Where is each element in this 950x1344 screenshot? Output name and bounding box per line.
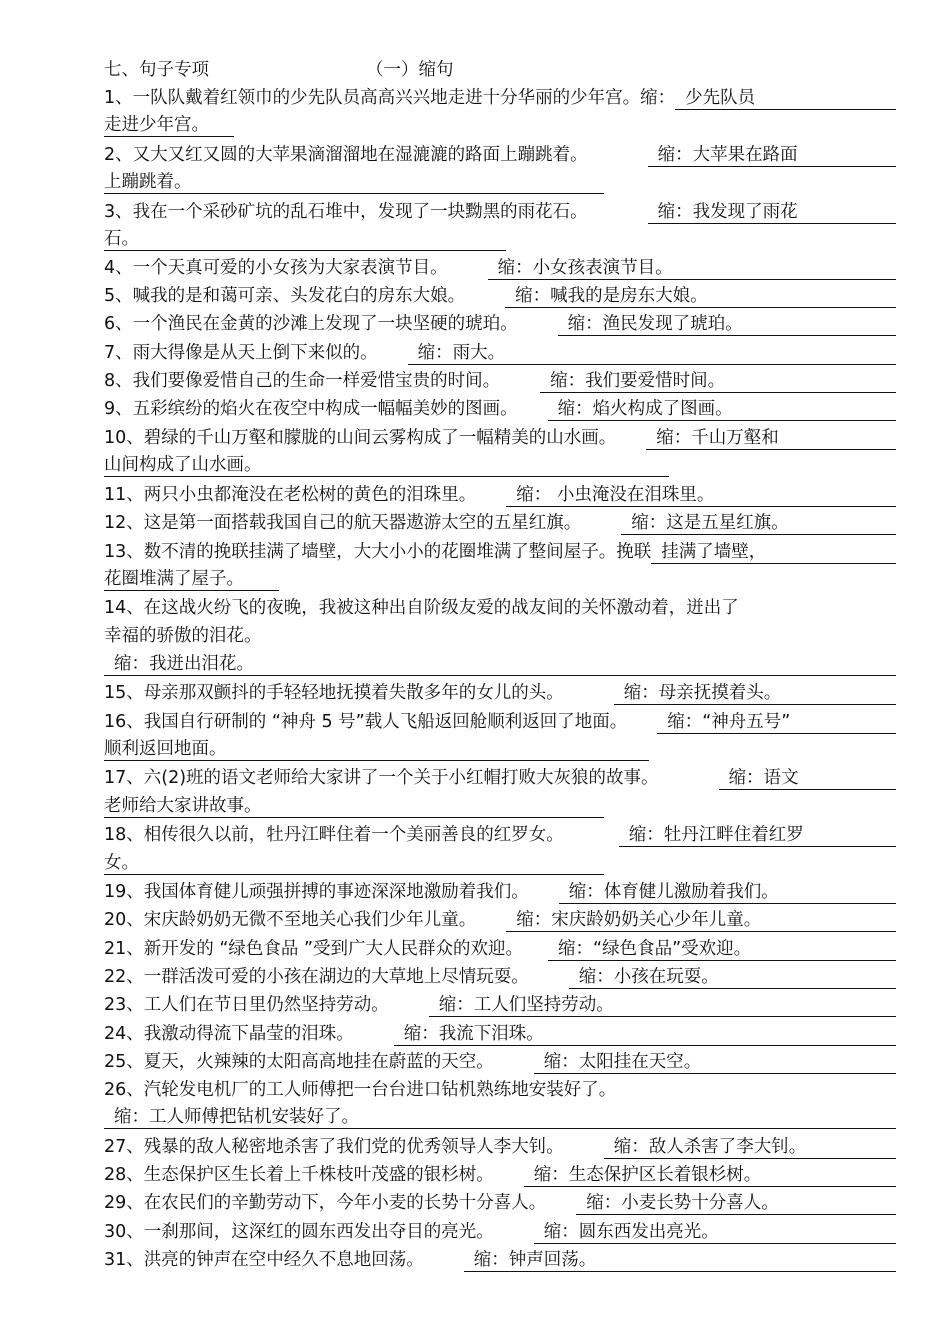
answer-blank: 走进少年宫。 (104, 114, 234, 137)
sentence-line (104, 736, 904, 764)
answer-blank: 缩：我发现了雨花 (648, 201, 896, 224)
answer-blank: 缩：我迸出泪花。 (104, 653, 896, 676)
sentence-text: 19、我国体育健儿顽强拼搏的事迹深深地激励着我们。 (104, 882, 529, 902)
sentence-text: 13、数不清的挽联挂满了墙壁，大大小小的花圈堆满了整间屋子。挽联 (104, 542, 652, 562)
sentence-line (104, 850, 904, 878)
answer-blank: 缩：焰火构成了图画。 (548, 398, 896, 421)
sentence-text: 20、宋庆龄奶奶无微不至地关心我们少年儿童。 (104, 910, 477, 930)
sentence-text: 14、在这战火纷飞的夜晚，我被这种出自阶级友爱的战友间的关怀激动着，迸出了 (104, 598, 739, 618)
sentence-text: 26、汽轮发电机厂的工人师傅把一台台进口钻机熟练地安装好了。 (104, 1080, 617, 1100)
answer-blank: 缩：太阳挂在天空。 (534, 1051, 896, 1074)
sentence-line (104, 622, 904, 650)
answer-blank: 缩： 小虫淹没在泪珠里。 (506, 484, 896, 507)
answer-blank: 缩：母亲抚摸着头。 (614, 682, 896, 705)
sentence-text: 27、残暴的敌人秘密地杀害了我们党的优秀领导人李大钊。 (104, 1137, 564, 1157)
answer-blank: 少先队员 (675, 87, 896, 110)
sentence-text: 4、一个天真可爱的小女孩为大家表演节目。 (104, 258, 448, 278)
sentence-text: 21、新开发的 “绿色食品 ”受到广大人民群众的欢迎。 (104, 939, 524, 959)
sentence-text: 幸福的骄傲的泪花。 (104, 626, 262, 646)
answer-blank: 上蹦跳着。 (104, 171, 604, 194)
sentence-text: 18、相传很久以前，牡丹江畔住着一个美丽善良的红罗女。 (104, 825, 564, 845)
sentence-line (104, 935, 904, 963)
answer-blank: 女。 (104, 852, 604, 875)
sentence-text: 30、一刹那间，这深红的圆东西发出夺目的亮光。 (104, 1222, 494, 1242)
sentence-line (104, 1246, 904, 1274)
answer-blank: 顺利返回地面。 (104, 738, 649, 761)
answer-blank: 缩：喊我的是房东大娘。 (505, 285, 896, 308)
sentence-line (104, 141, 904, 169)
answer-blank: 缩：小孩在玩耍。 (569, 966, 896, 989)
sentence-line (104, 1161, 904, 1189)
sentence-text: 9、五彩缤纷的焰火在夜空中构成一幅幅美妙的图画。 (104, 399, 518, 419)
sentence-line (104, 1133, 904, 1161)
sentence-line (104, 1048, 904, 1076)
answer-blank: 花圈堆满了屋子。 (104, 568, 279, 591)
section-heading: 七、句子专项 (104, 60, 209, 80)
sentence-line (104, 509, 904, 537)
answer-blank: 缩：我们要爱惜时间。 (540, 370, 896, 393)
answer-blank: 缩：钟声回荡。 (464, 1249, 896, 1272)
sentence-line (104, 1218, 904, 1246)
sentence-text: 16、我国自行研制的 “神舟 5 号”载人飞船返回舱顺利返回了地面。 (104, 712, 628, 732)
sentence-line (104, 169, 904, 197)
answer-blank: 缩：小麦长势十分喜人。 (576, 1192, 896, 1215)
sentence-line (104, 651, 904, 679)
sentence-text: 15、母亲那双颤抖的手轻轻地抚摸着失散多年的女儿的头。 (104, 683, 564, 703)
answer-blank: 缩：语文 (719, 767, 896, 790)
sentence-line (104, 821, 904, 849)
sentence-text: 28、生态保护区生长着上千株枝叶茂盛的银杉树。 (104, 1165, 494, 1185)
answer-blank: 缩：小女孩表演节目。 (488, 257, 896, 280)
sentence-line (104, 906, 904, 934)
answer-blank: 缩：体育健儿激励着我们。 (559, 881, 896, 904)
sentence-text: 24、我激动得流下晶莹的泪珠。 (104, 1024, 354, 1044)
sentence-line (104, 538, 904, 566)
sentence-line (104, 282, 904, 310)
sentence-line (104, 481, 904, 509)
answer-blank: 石。 (104, 228, 506, 251)
sentence-line (104, 1020, 904, 1048)
answer-blank: 缩：生态保护区长着银杉树。 (524, 1164, 896, 1187)
subsection-heading: （一）缩句 (366, 60, 454, 80)
sentence-text: 22、一群活泼可爱的小孩在湖边的大草地上尽情玩耍。 (104, 967, 529, 987)
sentence-line (104, 679, 904, 707)
sentence-text: 8、我们要像爱惜自己的生命一样爱惜宝贵的时间。 (104, 371, 501, 391)
sentence-line (104, 112, 904, 140)
sentence-line (104, 367, 904, 395)
sentence-line (104, 254, 904, 282)
sentence-text: 10、碧绿的千山万壑和朦胧的山间云雾构成了一幅精美的山水画。 (104, 428, 617, 448)
sentence-line (104, 310, 904, 338)
answer-blank: 缩：这是五星红旗。 (621, 512, 896, 535)
answer-blank: 缩：渔民发现了琥珀。 (558, 313, 896, 336)
sentence-line (104, 708, 904, 736)
sentence-line (104, 198, 904, 226)
answer-blank: 缩：敌人杀害了李大钊。 (604, 1136, 896, 1159)
sentence-line (104, 1189, 904, 1217)
sentence-text: 11、两只小虫都淹没在老松树的黄色的泪珠里。 (104, 485, 477, 505)
answer-blank: 缩：宋庆龄奶奶关心少年儿童。 (506, 909, 896, 932)
answer-blank: 缩：圆东西发出亮光。 (534, 1221, 896, 1244)
answer-blank: 缩：工人师傅把钻机安装好了。 (104, 1106, 896, 1129)
sentence-line (104, 1076, 904, 1104)
sentence-text: 3、我在一个采砂矿坑的乱石堆中，发现了一块黝黑的雨花石。 (104, 202, 588, 222)
answer-blank: 缩：“绿色食品”受欢迎。 (548, 938, 896, 961)
answer-blank: 挂满了墙壁， (651, 541, 896, 564)
sentence-line (104, 764, 904, 792)
sentence-line (104, 339, 904, 367)
sentence-text: 25、夏天，火辣辣的太阳高高地挂在蔚蓝的天空。 (104, 1052, 494, 1072)
sentence-line (104, 566, 904, 594)
sentence-line (104, 793, 904, 821)
sentence-text: 29、在农民们的辛勤劳动下，今年小麦的长势十分喜人。 (104, 1193, 547, 1213)
sentence-text: 6、一个渔民在金黄的沙滩上发现了一块坚硬的琥珀。 (104, 314, 518, 334)
sentence-line (104, 452, 904, 480)
sentence-text: 31、洪亮的钟声在空中经久不息地回荡。 (104, 1250, 424, 1270)
answer-blank: 缩：我流下泪珠。 (394, 1023, 896, 1046)
answer-blank: 缩：牡丹江畔住着红罗 (619, 824, 896, 847)
sentence-line (104, 991, 904, 1019)
answer-blank: 缩：雨大。 (408, 342, 896, 365)
sentence-text: 17、六(2)班的语文老师给大家讲了一个关于小红帽打败大灰狼的故事。 (104, 768, 659, 788)
sentence-line (104, 395, 904, 423)
sentence-line (104, 878, 904, 906)
sentence-text: 1、一队队戴着红领巾的少先队员高高兴兴地走进十分华丽的少年宫。缩： (104, 88, 676, 108)
sentence-line (104, 963, 904, 991)
sentence-line (104, 594, 904, 622)
answer-blank: 缩：大苹果在路面 (648, 144, 896, 167)
answer-blank: 缩：“神舟五号” (657, 711, 896, 734)
sentence-text: 2、又大又红又圆的大苹果滴溜溜地在湿漉漉的路面上蹦跳着。 (104, 145, 588, 165)
answer-blank: 缩：千山万壑和 (646, 427, 896, 450)
sentence-line (104, 84, 904, 112)
answer-blank: 山间构成了山水画。 (104, 454, 669, 477)
sentence-line (104, 226, 904, 254)
answer-blank: 老师给大家讲故事。 (104, 795, 604, 818)
sentence-text: 12、这是第一面搭载我国自己的航天器遨游太空的五星红旗。 (104, 513, 582, 533)
answer-blank: 缩：工人们坚持劳动。 (429, 994, 896, 1017)
sentence-line (104, 424, 904, 452)
sentence-line (104, 1104, 904, 1132)
sentence-text: 7、雨大得像是从天上倒下来似的。 (104, 343, 378, 363)
sentence-text: 23、工人们在节日里仍然坚持劳动。 (104, 995, 389, 1015)
sentence-text: 5、喊我的是和蔼可亲、头发花白的房东大娘。 (104, 286, 466, 306)
